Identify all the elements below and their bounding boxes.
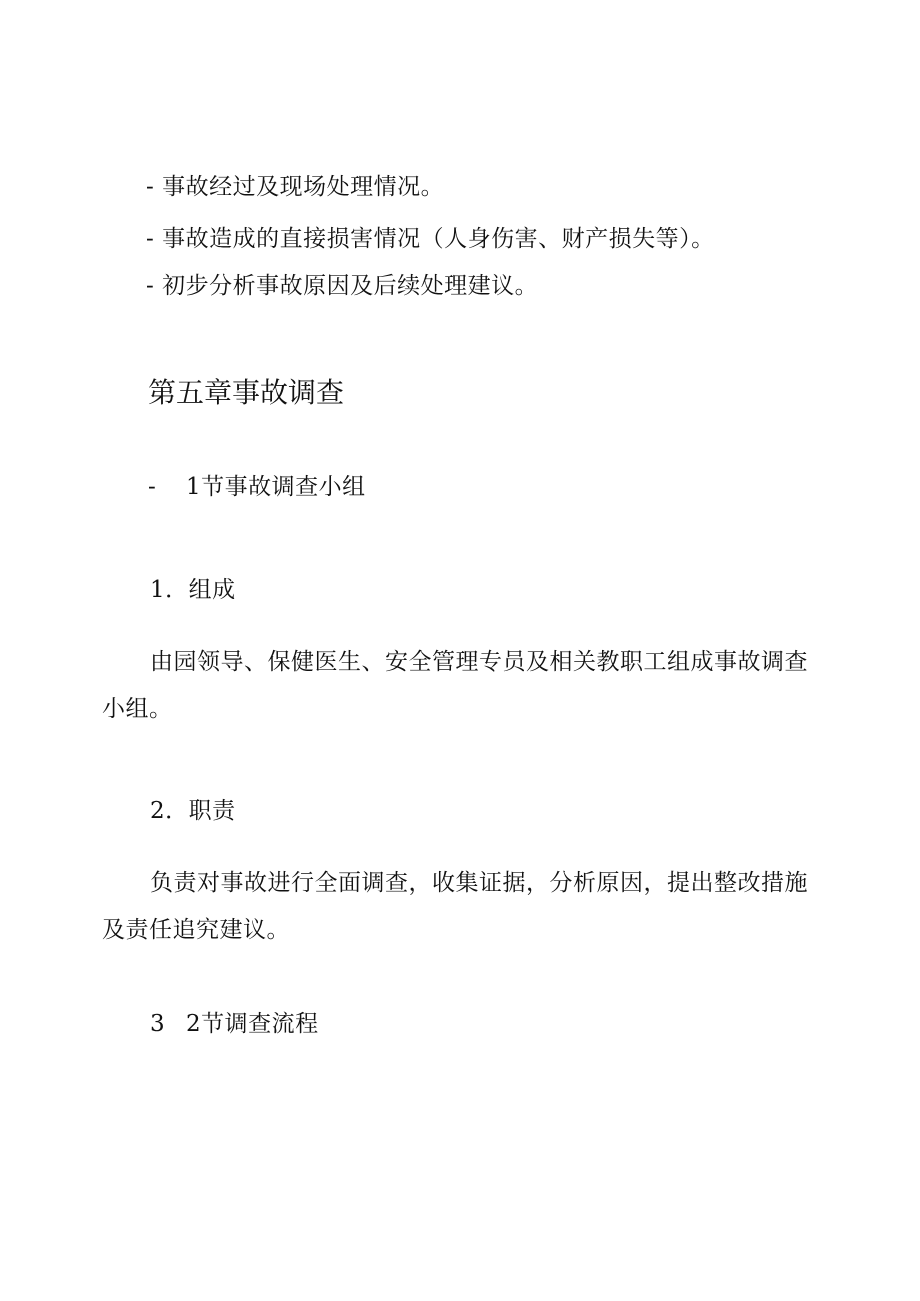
section-marker: 3 (150, 1011, 166, 1037)
item-body: 负责对事故进行全面调查，收集证据，分析原因，提出整改措施及责任追究建议。 (102, 870, 808, 943)
item-body: 由园领导、保健医生、安全管理专员及相关教职工组成事故调查小组。 (102, 649, 808, 722)
bullet-item: - 初步分析事故原因及后续处理建议。 (146, 273, 539, 299)
section-title: 1节事故调查小组 (186, 474, 366, 500)
item-heading: 1．组成 (150, 577, 236, 603)
bullet-item: - 事故经过及现场处理情况。 (146, 174, 445, 200)
chapter-title: 第五章事故调查 (148, 376, 345, 409)
section-title: 2节调查流程 (186, 1011, 319, 1037)
section-marker: - (148, 474, 157, 500)
bullet-item: - 事故造成的直接损害情况（人身伤害、财产损失等）。 (146, 226, 715, 252)
item-heading: 2．职责 (150, 798, 236, 824)
